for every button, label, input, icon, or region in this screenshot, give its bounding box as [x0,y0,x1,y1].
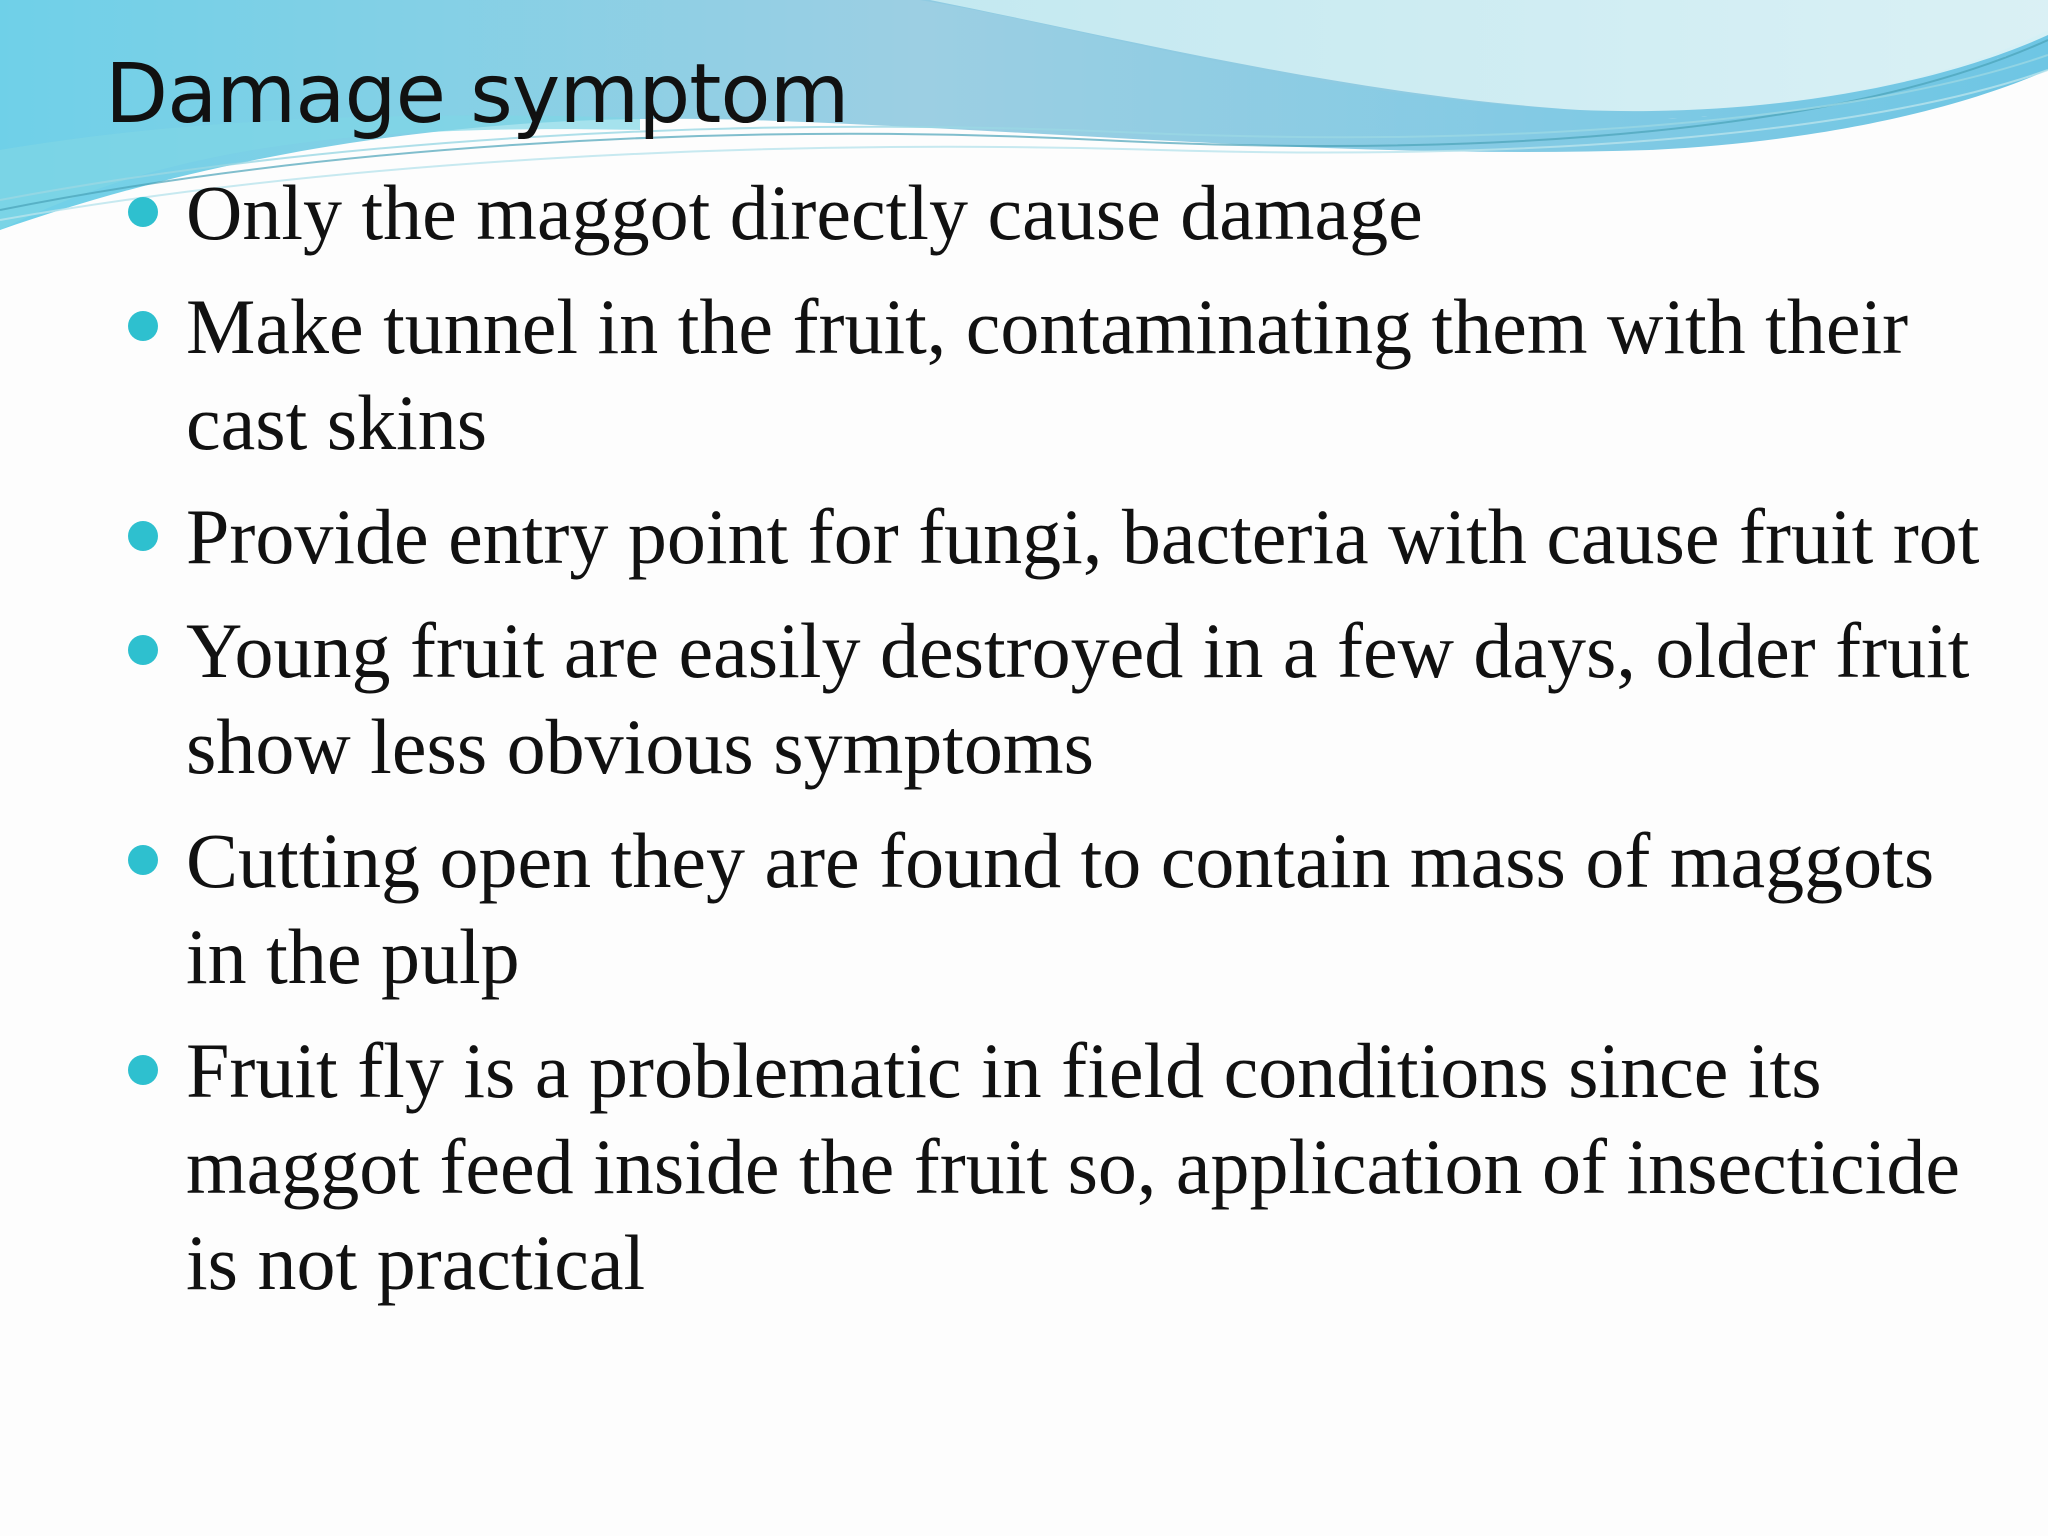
bullet-text: Fruit fly is a problematic in field conditions since its maggot feed inside the fruit so, application of insecticide is not practical [186,1027,1960,1306]
bullet-text: Provide entry point for fungi, bacteria with cause fruit rot [186,493,1980,580]
bullet-dot-icon [128,635,158,665]
list-item [128,279,2008,471]
bullet-text: Young fruit are easily destroyed in a few days, older fruit show less obvious symptoms [186,607,1970,790]
slide-title: Damage symptom [105,47,849,142]
bullet-list [128,165,2008,1329]
bullet-dot-icon [128,521,158,551]
bullet-text: Only the maggot directly cause damage [186,169,1423,256]
list-item [128,603,2008,795]
list-item [128,489,2008,585]
bullet-dot-icon [128,311,158,341]
bullet-dot-icon [128,197,158,227]
bullet-text: Cutting open they are found to contain mass of maggots in the pulp [186,817,1935,1000]
list-item [128,165,2008,261]
list-item [128,1023,2008,1311]
bullet-dot-icon [128,845,158,875]
list-item [128,813,2008,1005]
bullet-text: Make tunnel in the fruit, contaminating them with their cast skins [186,283,1909,466]
bullet-dot-icon [128,1055,158,1085]
